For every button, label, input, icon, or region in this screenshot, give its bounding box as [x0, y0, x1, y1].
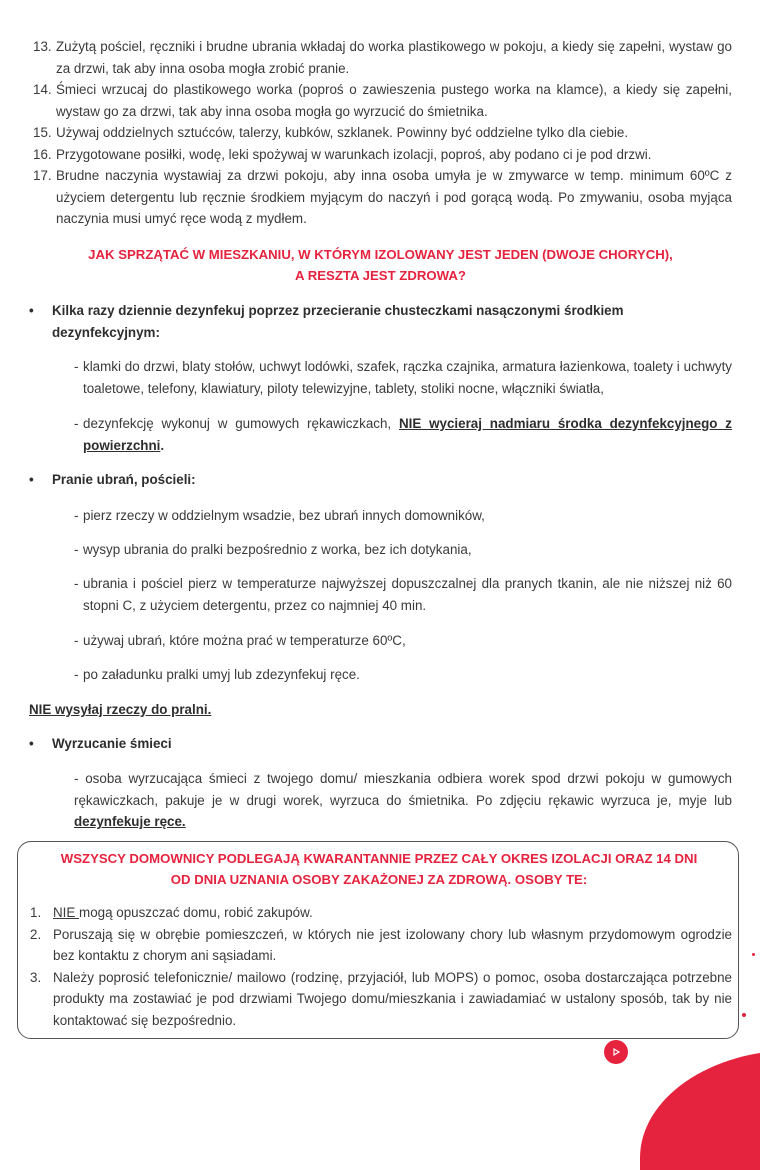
- quarantine-list: [26, 902, 732, 1031]
- play-icon[interactable]: [604, 1040, 628, 1064]
- decor-blob: [640, 1050, 760, 1170]
- quarantine-heading: WSZYSCY DOMOWNICY PODLEGAJĄ KWARANTANNIE PRZEZ CAŁY OKRES IZOLACJI ORAZ 14 DNI OD DNIA UZNANIA OSOBY ZAKAŻONEJ ZA ZDROWĄ. OSOBY TE:: [60, 851, 698, 887]
- list-item: 1. NIE mogą opuszczać domu, robić zakupów.: [30, 905, 313, 920]
- dash-item: - dezynfekcję wykonuj w gumowych rękawiczkach, NIE wycieraj nadmiaru środka dezynfekcyjnego z powierzchni.: [74, 416, 732, 453]
- list-item: 15. Używaj oddzielnych sztućców, talerzy, kubków, szklanek. Powinny być oddzielne tylko dla ciebie.: [33, 125, 629, 140]
- section-heading-cleaning: JAK SPRZĄTAĆ W MIESZKANIU, W KTÓRYM IZOLOWANY JEST JEDEN (DWOJE CHORYCH), A RESZTA JEST ZDROWA?: [88, 247, 673, 283]
- list-item: 17. Brudne naczynia wystawiaj za drzwi pokoju, aby inna osoba umyła je w zmywarce w temp. minimum 60ºC z użyciem detergentu lub ręcznie środkiem myjącym do naczyń i pod gorącą wodą. Po zmywaniu, osoba myjąca naczynia musi umyć ręce wodą z mydłem.: [33, 168, 732, 226]
- dash-item: - wysyp ubrania do pralki bezpośrednio z worka, bez ich dotykania,: [74, 542, 472, 557]
- dash-item: - osoba wyrzucająca śmieci z twojego domu/ mieszkania odbiera worek spod drzwi pokoju w gumowych rękawiczkach, pakuje je w drugi worek, wyrzuca do śmietnika. Po zdjęciu rękawic wyrzuca je, myje lub dezynfekuje ręce.: [74, 771, 732, 829]
- list-item: 3. Należy poprosić telefonicznie/ mailowo (rodzinę, przyjaciół, lub MOPS) o pomoc, osoba dostarczająca potrzebne produkty ma zostawiać je pod drzwiami Twojego domu/mieszkania i zawiadamiać w ustalony sposób, tak by nie kontaktować się bezpośrednio.: [30, 969, 732, 1028]
- list-item: 2. Poruszają się w obrębie pomieszczeń, w których nie jest izolowany chory lub własnym przydomowym ogrodzie bez kontaktu z chorym ani sąsiadami.: [30, 926, 732, 963]
- dash-item: - pierz rzeczy w oddzielnym wsadzie, bez ubrań innych domowników,: [74, 508, 485, 523]
- bullet-laundry: • Pranie ubrań, pościeli:: [29, 472, 196, 487]
- decor-dot: [742, 1013, 746, 1017]
- bullet-disinfection: • Kilka razy dziennie dezynfekuj poprzez przecieranie chusteczkami nasączonymi środkiem dezynfekcyjnym:: [29, 303, 624, 340]
- dash-item: - klamki do drzwi, blaty stołów, uchwyt lodówki, szafek, rączka czajnika, armatura łazienkowa, toalety i uchwyty toaletowe, telefony, klawiatury, piloty telewizyjne, tablety, stoliki nocne, włączniki światła,: [74, 359, 732, 396]
- decor-dot: [752, 953, 755, 956]
- list-item: 14. Śmieci wrzucaj do plastikowego worka (poproś o zawieszenia pustego worka na klamce), a kiedy się zapełni, wystaw go za drzwi, tak aby inna osoba mogła go wyrzucić do śmietnika.: [33, 82, 732, 119]
- dash-item: - ubrania i pościel pierz w temperaturze najwyższej dopuszczalnej dla pranych tkanin, ale nie niższej niż 60 stopni C, z użyciem detergentu, przez co najmniej 40 min.: [74, 576, 732, 613]
- no-laundry-note: NIE wysyłaj rzeczy do pralni.: [29, 702, 212, 717]
- dash-item: - po załadunku pralki umyj lub zdezynfekuj ręce.: [74, 667, 360, 682]
- list-item: 16. Przygotowane posiłki, wodę, leki spożywaj w warunkach izolacji, poproś, aby podano ci je pod drzwi.: [33, 146, 652, 162]
- isolation-rules-list: [29, 36, 732, 230]
- quarantine-box: [17, 841, 739, 1039]
- list-item: 13. Zużytą pościel, ręczniki i brudne ubrania wkładaj do worka plastikowego w pokoju, a kiedy się zapełni, wystaw go za drzwi, tak aby inna osoba mogła zrobić pranie.: [33, 39, 732, 76]
- dash-item: - używaj ubrań, które można prać w temperaturze 60ºC,: [74, 633, 406, 648]
- warning-underlined: NIE wycieraj nadmiaru środka dezynfekcyjnego z powierzchni: [83, 416, 732, 453]
- bullet-trash: • Wyrzucanie śmieci: [29, 736, 172, 751]
